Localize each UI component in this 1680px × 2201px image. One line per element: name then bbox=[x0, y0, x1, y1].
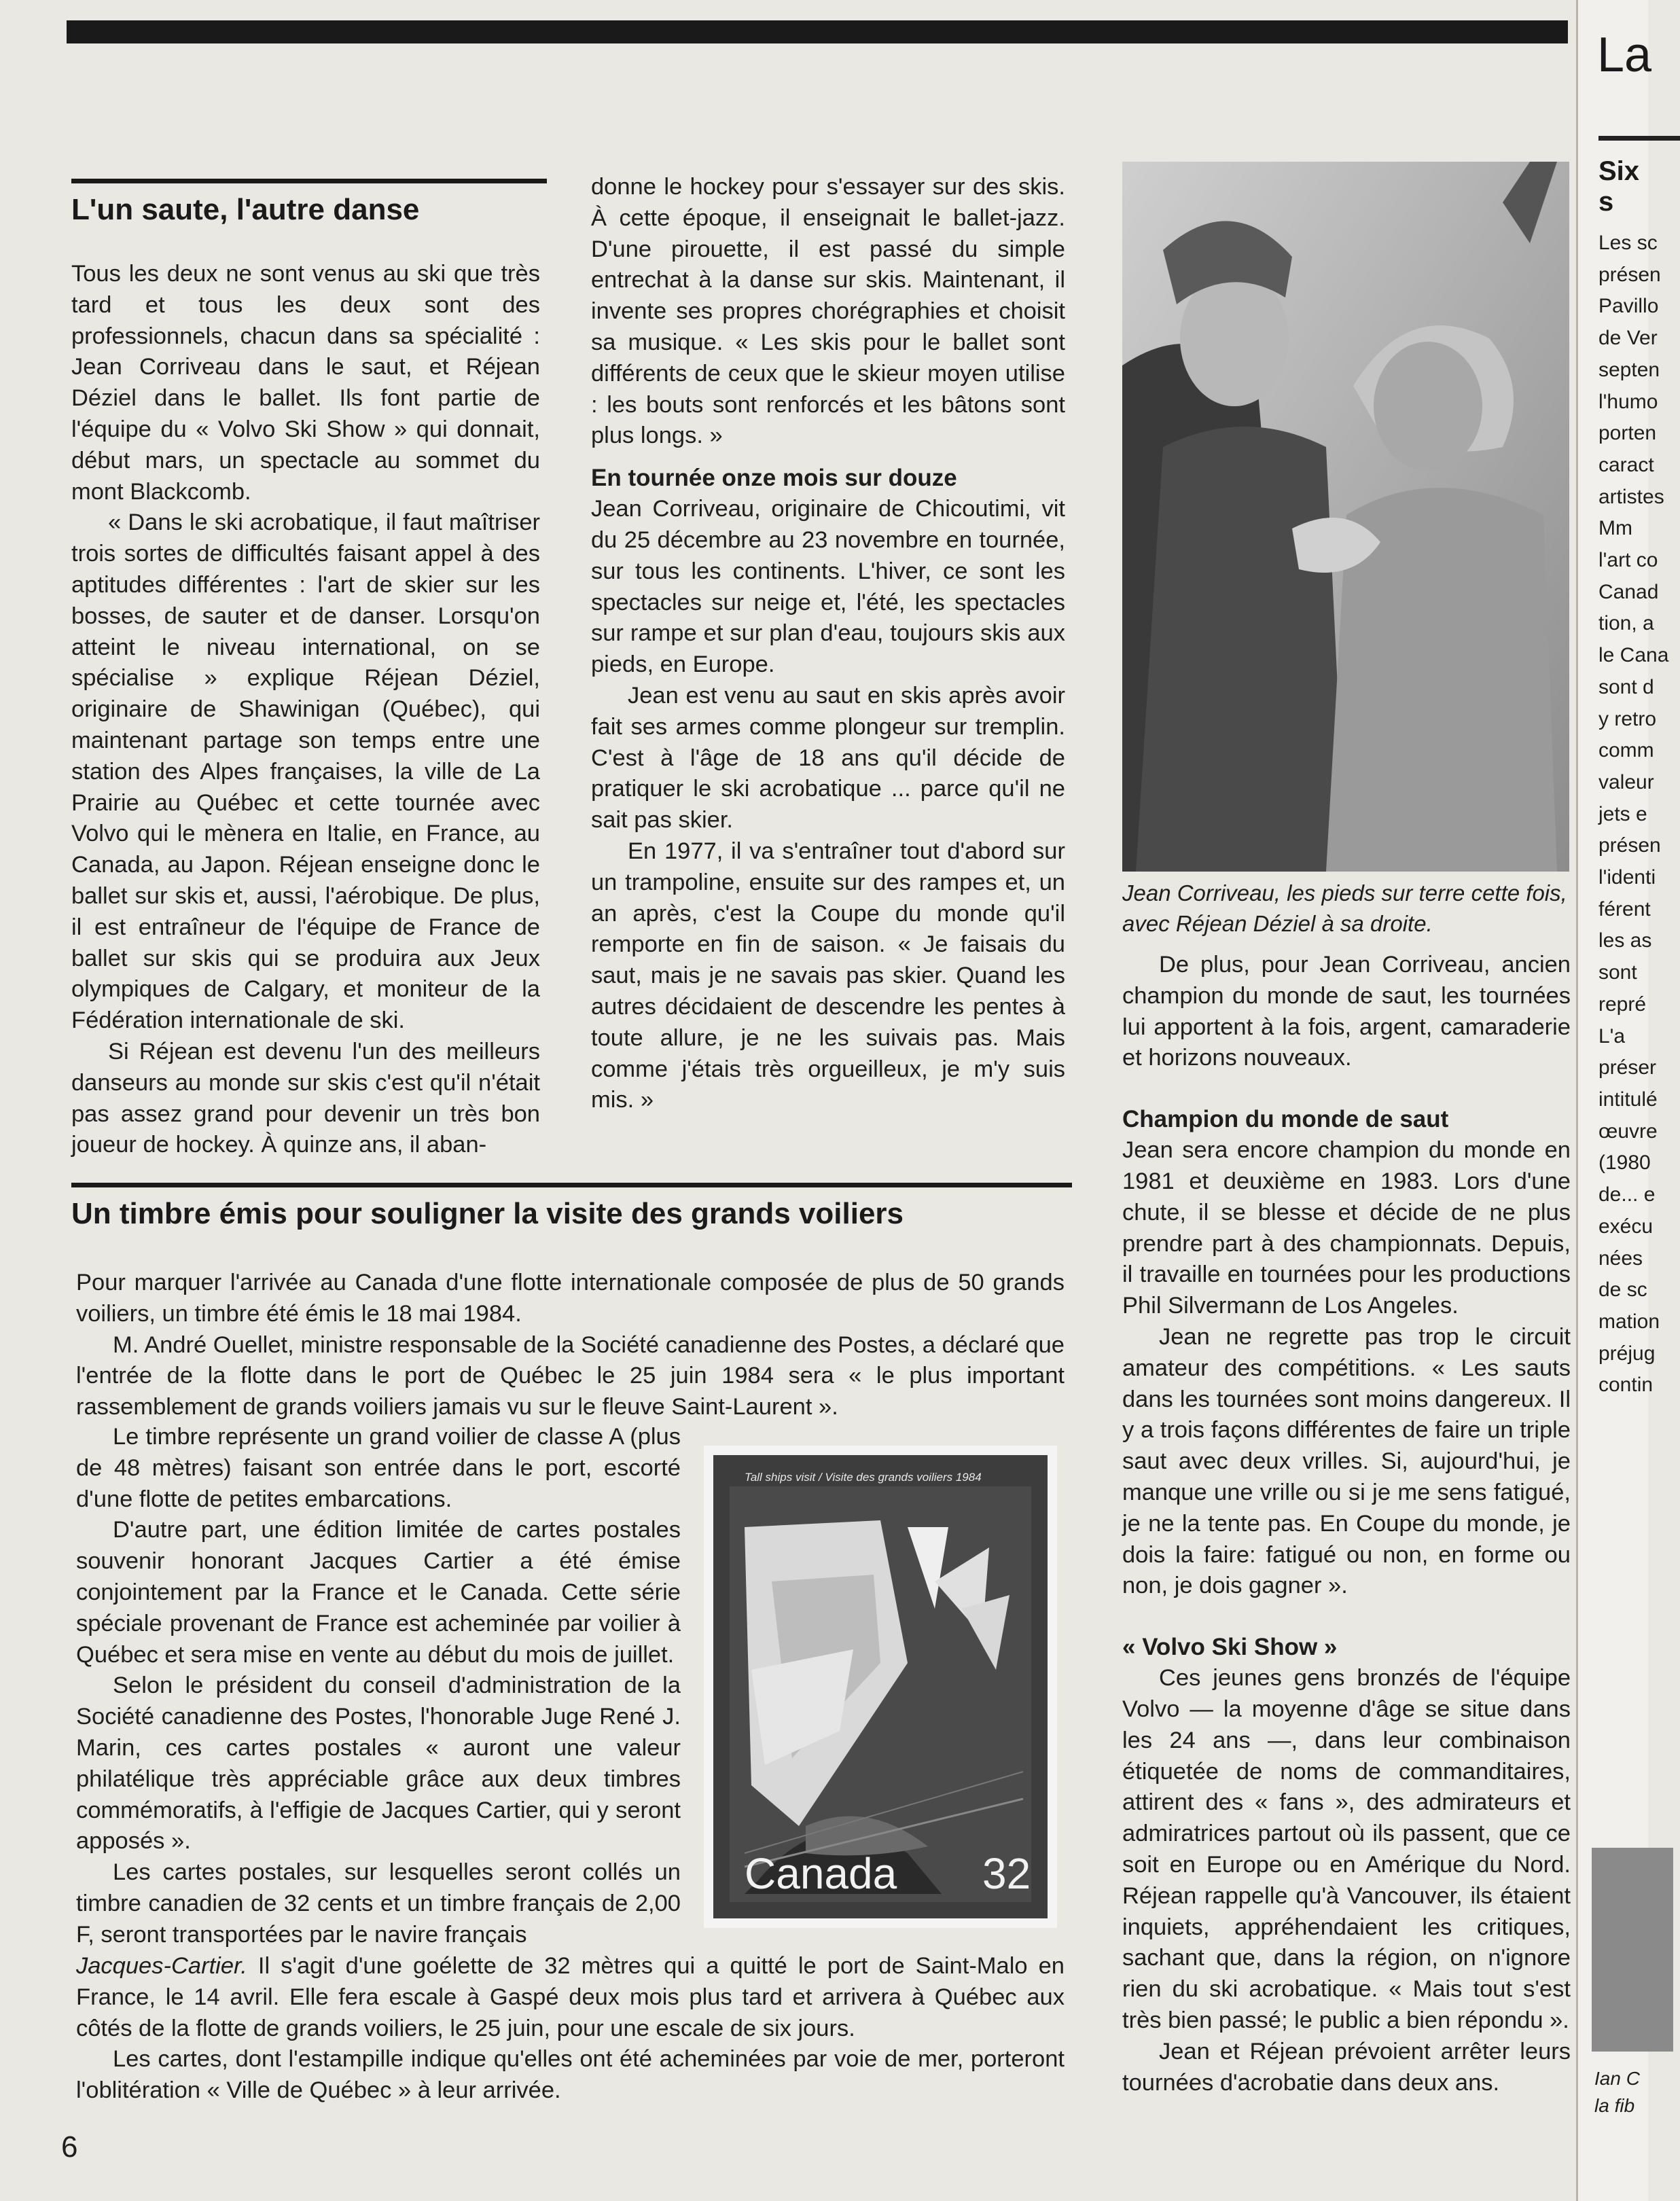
next-page-fragment: l'humo bbox=[1598, 390, 1658, 413]
next-page-rule bbox=[1598, 136, 1680, 141]
next-page-caption-fragment: Ian C bbox=[1594, 2068, 1640, 2089]
photo-caption: Jean Corriveau, les pieds sur terre cette fois, avec Réjean Déziel à sa droite. bbox=[1122, 880, 1567, 936]
next-page-header: La bbox=[1597, 28, 1652, 82]
next-page-fragment: préjug bbox=[1598, 1342, 1656, 1365]
next-page-fragment: nées bbox=[1598, 1247, 1643, 1270]
next-page-fragment: intitulé bbox=[1598, 1088, 1658, 1111]
article-2-paragraph: Les cartes, dont l'estampille indique qu'elles ont été acheminées par voie de mer, porteront l'oblitération « Ville de Québec » à leur arrivée. bbox=[76, 2046, 1065, 2104]
article-1-paragraph: De plus, pour Jean Corriveau, ancien champion du monde de saut, les tournées lui apportent à la fois, argent, camaraderie et horizons nouveaux. bbox=[1122, 952, 1571, 1071]
article-1-column-1 bbox=[71, 259, 540, 1161]
next-page-fragment: de sc bbox=[1598, 1278, 1647, 1302]
article-1-paragraph: donne le hockey pour s'essayer sur des skis. À cette époque, il enseignait le ballet-jazz. D'une pirouette, il est passé du simple entrechat à la danse sur skis. Maintenant, il invente ses propres chorégraphies et choisit sa musique. « Les skis pour le ballet sont différents de ceux que le skieur moyen utilise : les bouts sont renforcés et les bâtons sont plus longs. » bbox=[591, 174, 1065, 449]
article-2-intro bbox=[76, 1268, 1065, 1423]
next-page-caption-fragment: la fib bbox=[1594, 2095, 1635, 2116]
next-page-fragment: le Cana bbox=[1598, 644, 1669, 667]
next-page-fragment: comm bbox=[1598, 739, 1654, 762]
article-1-rule bbox=[71, 179, 547, 183]
article-1-paragraph: En 1977, il va s'entraîner tout d'abord sur un trampoline, ensuite sur des rampes et, un an après, c'est la Coupe du monde qu'il remporte en fin de saison. « Je faisais du saut, mais je ne savais pas skier. Quand les autres décidaient de descendre les pentes à toute allure, je ne les suivais pas. Mais comme j'étais très orgueilleux, je m'y suis mis. » bbox=[591, 838, 1065, 1113]
header-bar bbox=[67, 20, 1568, 43]
article-2-title: Un timbre émis pour souligner la visite des grands voiliers bbox=[71, 1197, 904, 1230]
article-1-column-2 bbox=[591, 172, 1065, 1116]
next-page-fragment: œuvre bbox=[1598, 1120, 1658, 1143]
article-2-rule bbox=[71, 1183, 1072, 1187]
article-1-paragraph: Jean et Réjean prévoient arrêter leurs tournées d'acrobatie dans deux ans. bbox=[1122, 2038, 1571, 2096]
stamp-image bbox=[704, 1446, 1057, 1928]
next-page-fragment: l'art co bbox=[1598, 549, 1658, 572]
next-page-fragment: contin bbox=[1598, 1374, 1654, 1397]
next-page-fragment: férent bbox=[1598, 897, 1651, 920]
article-1-paragraph: « Dans le ski acrobatique, il faut maîtriser trois sortes de difficultés faisant appel à des aptitudes différentes : l'art de skier sur les bosses, de sauter et de danser. Lorsqu'on atteint le niveau international, on se spécialise » explique Réjean Déziel, originaire de Shawinigan (Québec), qui maintenant partage son temps entre une station des Alpes françaises, la ville de La Prairie au Québec et cette tournée avec Volvo qui le mènera en Italie, en France, au Canada, au Japon. Réjean enseigne donc le ballet sur skis et, aussi, l'aérobique. De plus, il est entraîneur de l'équipe de France de ballet sur skis qui se produira aux Jeux olympiques de Calgary, et moniteur de la Fédération internationale de ski. bbox=[71, 509, 540, 1034]
article-1-paragraph: Jean sera encore champion du monde en 1981 et deuxième en 1983. Lors d'une chute, il se blesse et décide de ne plus prendre part à des championnats. Depuis, il travaille en tournées pour les productions Phil Silvermann de Los Angeles. bbox=[1122, 1137, 1571, 1319]
next-page-fragment: les as bbox=[1598, 929, 1652, 952]
next-page-fragment: présen bbox=[1598, 834, 1661, 857]
next-page-fragment: caract bbox=[1598, 453, 1654, 476]
next-page-fragment: sont bbox=[1598, 961, 1637, 984]
article-1-paragraph: Ces jeunes gens bronzés de l'équipe Volvo — la moyenne d'âge se situe dans les 24 ans —, dans leur combinaison étiquetée de noms de commanditaires, attirent des « fans », des admirateurs et admiratrices partout où ils passent, que ce soit en Europe ou en Amérique du Nord. Réjean rappelle qu'à Vancouver, ils étaient inquiets, appréhendaient les critiques, sachant que, dans la région, on n'ignore rien du ski acrobatique. « Mais tout s'est très bien passé; le public a bien répondu ». bbox=[1122, 1665, 1571, 2033]
article-2-paragraph: Les cartes postales, sur lesquelles seront collés un timbre canadien de 32 cents et un timbre français de 2,00 F, seront transportées par le navire français bbox=[76, 1859, 681, 1948]
article-2-paragraph: Pour marquer l'arrivée au Canada d'une flotte internationale composée de plus de 50 grands voiliers, un timbre été émis le 18 mai 1984. bbox=[76, 1270, 1065, 1327]
stamp-country: Canada bbox=[745, 1849, 897, 1898]
skiers-photo bbox=[1122, 162, 1569, 872]
article-2-paragraph: Le timbre représente un grand voilier de classe A (plus de 48 mètres) faisant son entrée dans le port, escorté d'une flotte de petites embarcations. bbox=[76, 1424, 681, 1512]
next-page-caption bbox=[1594, 2065, 1640, 2119]
next-page-fragment: sont d bbox=[1598, 675, 1654, 698]
next-page-fragment: l'identi bbox=[1598, 866, 1656, 889]
page-number: 6 bbox=[61, 2130, 78, 2164]
next-page-fragment: Pavillo bbox=[1598, 295, 1659, 318]
article-1-paragraph: Si Réjean est devenu l'un des meilleurs danseurs au monde sur skis c'est qu'il n'était pas assez grand pour devenir un très bon joueur de hockey. À quinze ans, il aban- bbox=[71, 1038, 540, 1158]
next-page-fragment: artistes bbox=[1598, 485, 1664, 508]
next-page-fragment: porten bbox=[1598, 422, 1657, 445]
next-page-section-title: Six s bbox=[1598, 156, 1640, 217]
next-page-fragment: repré bbox=[1598, 992, 1647, 1016]
article-2-paragraph: D'autre part, une édition limitée de cartes postales souvenir honorant Jacques Cartier a été émise conjointement par la France et le Canada. Cette série spéciale provenant de France est acheminée par voilier à Québec et sera mise en vente au début du mois de juillet. bbox=[76, 1517, 681, 1668]
next-page-fragment: de... e bbox=[1598, 1183, 1656, 1206]
next-page-fragment: septen bbox=[1598, 358, 1660, 381]
next-page-fragment: Les sc bbox=[1598, 232, 1658, 254]
next-page-fragment: mation bbox=[1598, 1310, 1660, 1333]
next-page-photo bbox=[1592, 1848, 1673, 2052]
article-2-bottom bbox=[76, 1951, 1065, 2107]
article-2-paragraph: Il s'agit d'une goélette de 32 mètres qui a quitté le port de Saint-Malo en France, le 14 avril. Elle fera escale à Gaspé deux mois plus tard et arrivera à Québec aux côtés de la flotte de grands voiliers, le 25 juin, pour une escale de six jours. bbox=[76, 1953, 1065, 2041]
next-page-fragment: présen bbox=[1598, 263, 1661, 286]
section-heading-tour: En tournée onze mois sur douze bbox=[591, 465, 957, 492]
next-page-fragment: y retro bbox=[1598, 707, 1657, 730]
article-1-column-3 bbox=[1122, 950, 1571, 2098]
article-2-paragraph: Selon le président du conseil d'administration de la Société canadienne des Postes, l'honorable Juge René J. Marin, ces cartes postales « auront une valeur philatélique très appréciable grâce aux deux timbres commémoratifs, à l'effigie de Jacques Cartier, qui y seront apposés ». bbox=[76, 1672, 681, 1855]
next-page-fragment: Canad bbox=[1598, 580, 1659, 603]
article-1-paragraph: Jean ne regrette pas trop le circuit amateur des compétitions. « Les sauts dans les tournées sont moins dangereux. Il y a trois façons différentes de faire un triple saut avec deux vrilles. Si, aujourd'hui, je manque une vrille ou si je me sens fatigué, je ne la tente pas. En Coupe du monde, je dois la faire: fatigué ou non, en forme ou non, je dois gagner ». bbox=[1122, 1323, 1571, 1599]
next-page-fragment: exécu bbox=[1598, 1215, 1654, 1238]
stamp-top-text: Tall ships visit / Visite des grands voiliers 1984 bbox=[745, 1471, 982, 1484]
article-2-paragraph: M. André Ouellet, ministre responsable de la Société canadienne des Postes, a déclaré que l'entrée de la flotte dans le port de Québec le 25 juin 1984 sera « le plus important rassemblement de grands voiliers jamais vu sur le fleuve Saint-Laurent ». bbox=[76, 1331, 1065, 1420]
ship-name: Jacques-Cartier. bbox=[76, 1953, 247, 1979]
next-page-fragment: valeur bbox=[1598, 770, 1654, 793]
skiers-photo-image bbox=[1122, 162, 1569, 872]
article-1-paragraph: Jean est venu au saut en skis après avoir fait ses armes comme plongeur sur tremplin. C'est à l'âge de 18 ans qu'il décide de pratiquer le ski acrobatique ... parce qu'il ne sait pas skier. bbox=[591, 682, 1065, 834]
next-page-fragment: Mm bbox=[1598, 517, 1632, 540]
next-page-fragment: de Ver bbox=[1598, 327, 1658, 350]
section-heading-volvo: « Volvo Ski Show » bbox=[1122, 1634, 1338, 1661]
next-page-fragment: (1980 bbox=[1598, 1151, 1651, 1175]
article-1-title: L'un saute, l'autre danse bbox=[71, 193, 420, 226]
next-page-fragment: jets e bbox=[1598, 802, 1647, 825]
tall-ships-stamp bbox=[704, 1446, 1057, 1928]
next-page-fragment: tion, a bbox=[1598, 612, 1654, 635]
section-heading-champion: Champion du monde de saut bbox=[1122, 1106, 1449, 1133]
next-page-fragment: préser bbox=[1598, 1056, 1657, 1079]
article-2-left-column bbox=[76, 1422, 681, 1951]
next-page-fragment: L'a bbox=[1598, 1024, 1626, 1048]
next-page bbox=[1576, 0, 1669, 2201]
stamp-value: 32 bbox=[982, 1849, 1031, 1898]
article-1-paragraph: Jean Corriveau, originaire de Chicoutimi, vit du 25 décembre au 23 novembre en tournée, sur tous les continents. L'hiver, ce sont les spectacles sur neige et, l'été, les spectacles sur rampe et sur plan d'eau, toujours skis aux pieds, en Europe. bbox=[591, 496, 1065, 678]
article-1-paragraph: Tous les deux ne sont venus au ski que très tard et tous les deux sont des professionnels, chacun dans sa spécialité : Jean Corriveau dans le saut, et Réjean Déziel dans le ballet. Ils font partie de l'équipe du « Volvo Ski Show » qui donnait, début mars, un spectacle au sommet du mont Blackcomb. bbox=[71, 261, 540, 505]
next-page-text bbox=[1598, 228, 1668, 1401]
